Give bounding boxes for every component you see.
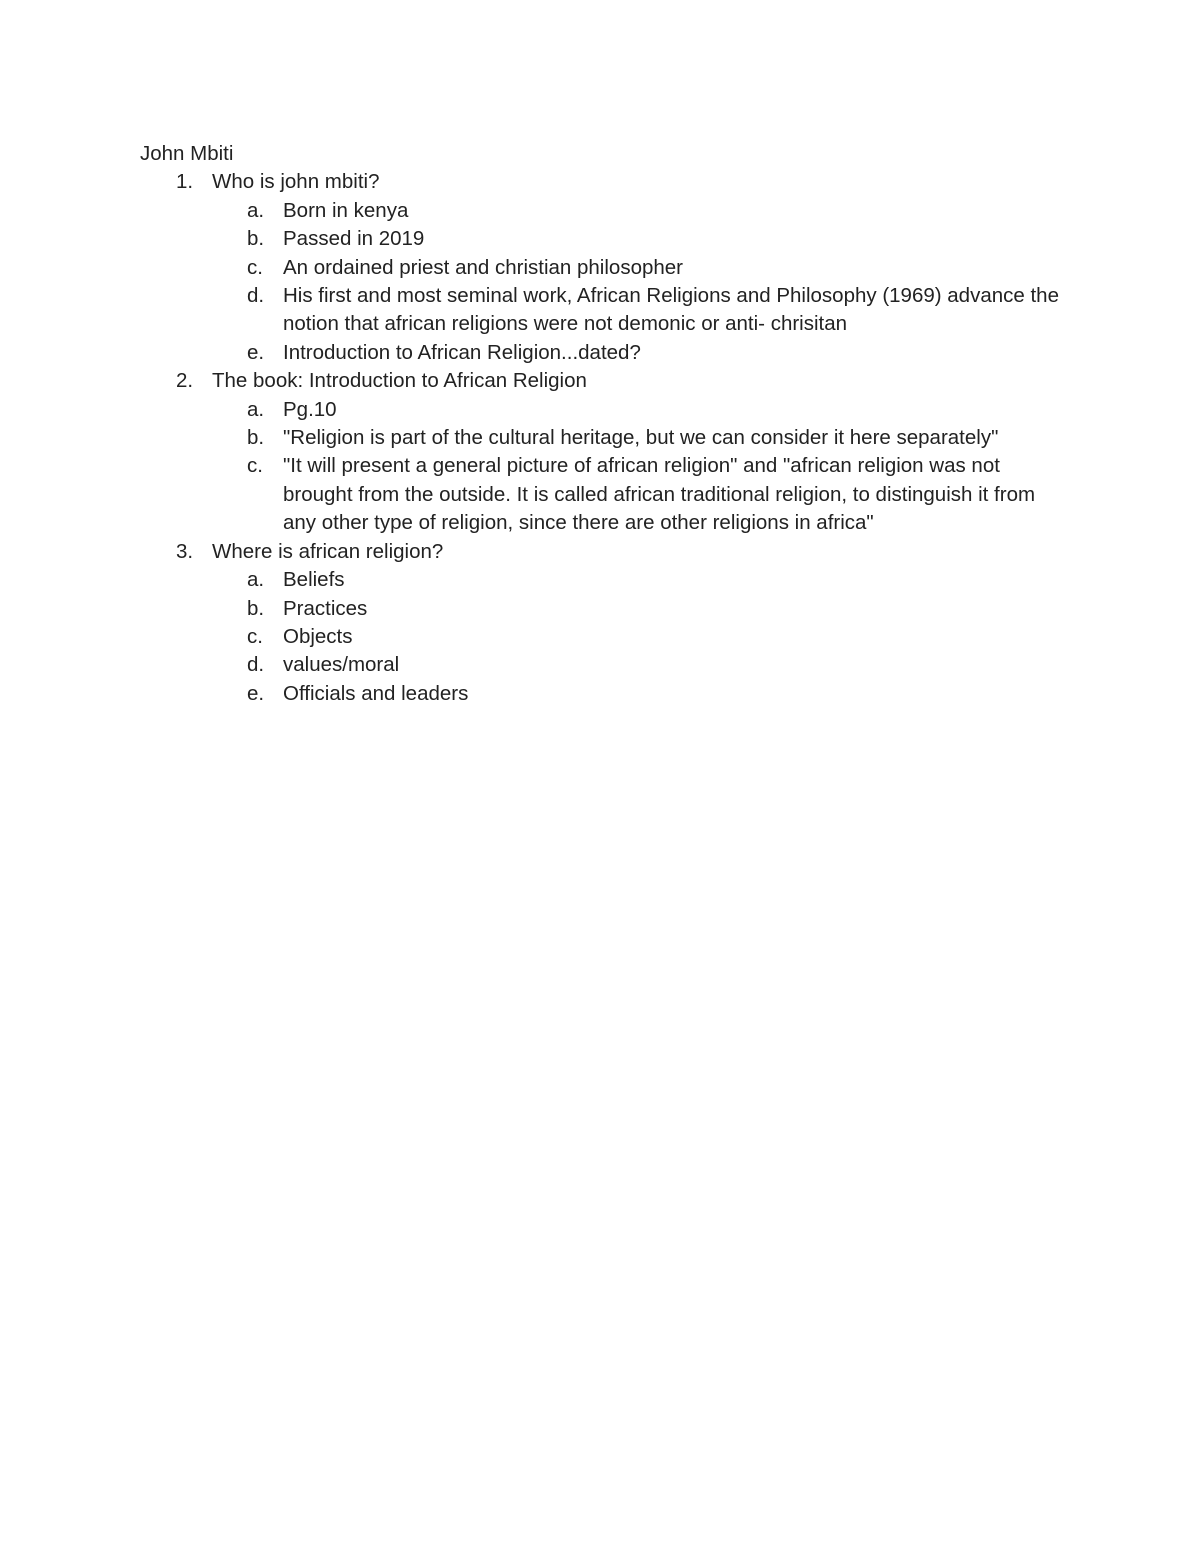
sub-item [140,197,1060,225]
sub-item-letter: a. [247,198,265,222]
section-heading: Who is john mbiti? [212,170,380,194]
sub-item [140,396,1060,424]
sub-list [212,396,1060,538]
sub-item-text: Born in kenya [283,198,409,222]
sub-item-text: Officials and leaders [283,681,469,705]
sub-item [140,424,1060,452]
sub-item [140,282,1060,339]
sub-item-text: His first and most seminal work, African Religions and Philosophy (1969) advance the notion that african religions were not demonic or anti- chrisitan [283,284,1059,336]
sub-item-letter: a. [247,568,265,592]
sub-item-text: values/moral [283,653,400,677]
sub-item-letter: c. [247,454,263,478]
sub-item-letter: d. [247,653,265,677]
outline-section [140,538,1060,708]
section-number: 3. [176,539,194,563]
sub-list [212,566,1060,708]
sub-item-text: Beliefs [283,568,345,592]
section-number: 2. [176,369,194,393]
sub-item-letter: a. [247,397,265,421]
sub-item-text: Passed in 2019 [283,227,425,251]
sub-item [140,452,1060,537]
sub-item [140,623,1060,651]
sub-list [212,197,1060,367]
sub-item-text: Introduction to African Religion...dated? [283,340,641,364]
sub-item [140,339,1060,367]
sub-item [140,595,1060,623]
section-heading: Where is african religion? [212,539,444,563]
sub-item-letter: d. [247,284,265,308]
outline-section [140,367,1060,537]
document-title: John Mbiti [140,142,234,165]
sub-item-text: "It will present a general picture of african religion" and "african religion was not brought from the outside. It is called african traditional religion, to distinguish it from any other type of religion, since there are other religions in africa" [283,454,1036,535]
sub-item-letter: b. [247,227,265,251]
sub-item-letter: c. [247,255,263,279]
section-heading: The book: Introduction to African Religion [212,369,587,393]
sub-item-letter: b. [247,596,265,620]
sub-item-text: Objects [283,624,353,648]
sub-item-letter: b. [247,426,265,450]
sub-item-text: An ordained priest and christian philosopher [283,255,684,279]
sub-item [140,651,1060,679]
sub-item-letter: e. [247,340,265,364]
outline-list [140,168,1060,708]
outline-section [140,168,1060,367]
document-body [140,140,1060,708]
sub-item-letter: c. [247,624,263,648]
sub-item-text: Pg.10 [283,397,337,421]
sub-item [140,566,1060,594]
sub-item-text: Practices [283,596,368,620]
sub-item-letter: e. [247,681,265,705]
section-number: 1. [176,170,194,194]
sub-item-text: "Religion is part of the cultural heritage, but we can consider it here separately" [283,426,999,450]
sub-item [140,225,1060,253]
sub-item [140,680,1060,708]
sub-item [140,254,1060,282]
